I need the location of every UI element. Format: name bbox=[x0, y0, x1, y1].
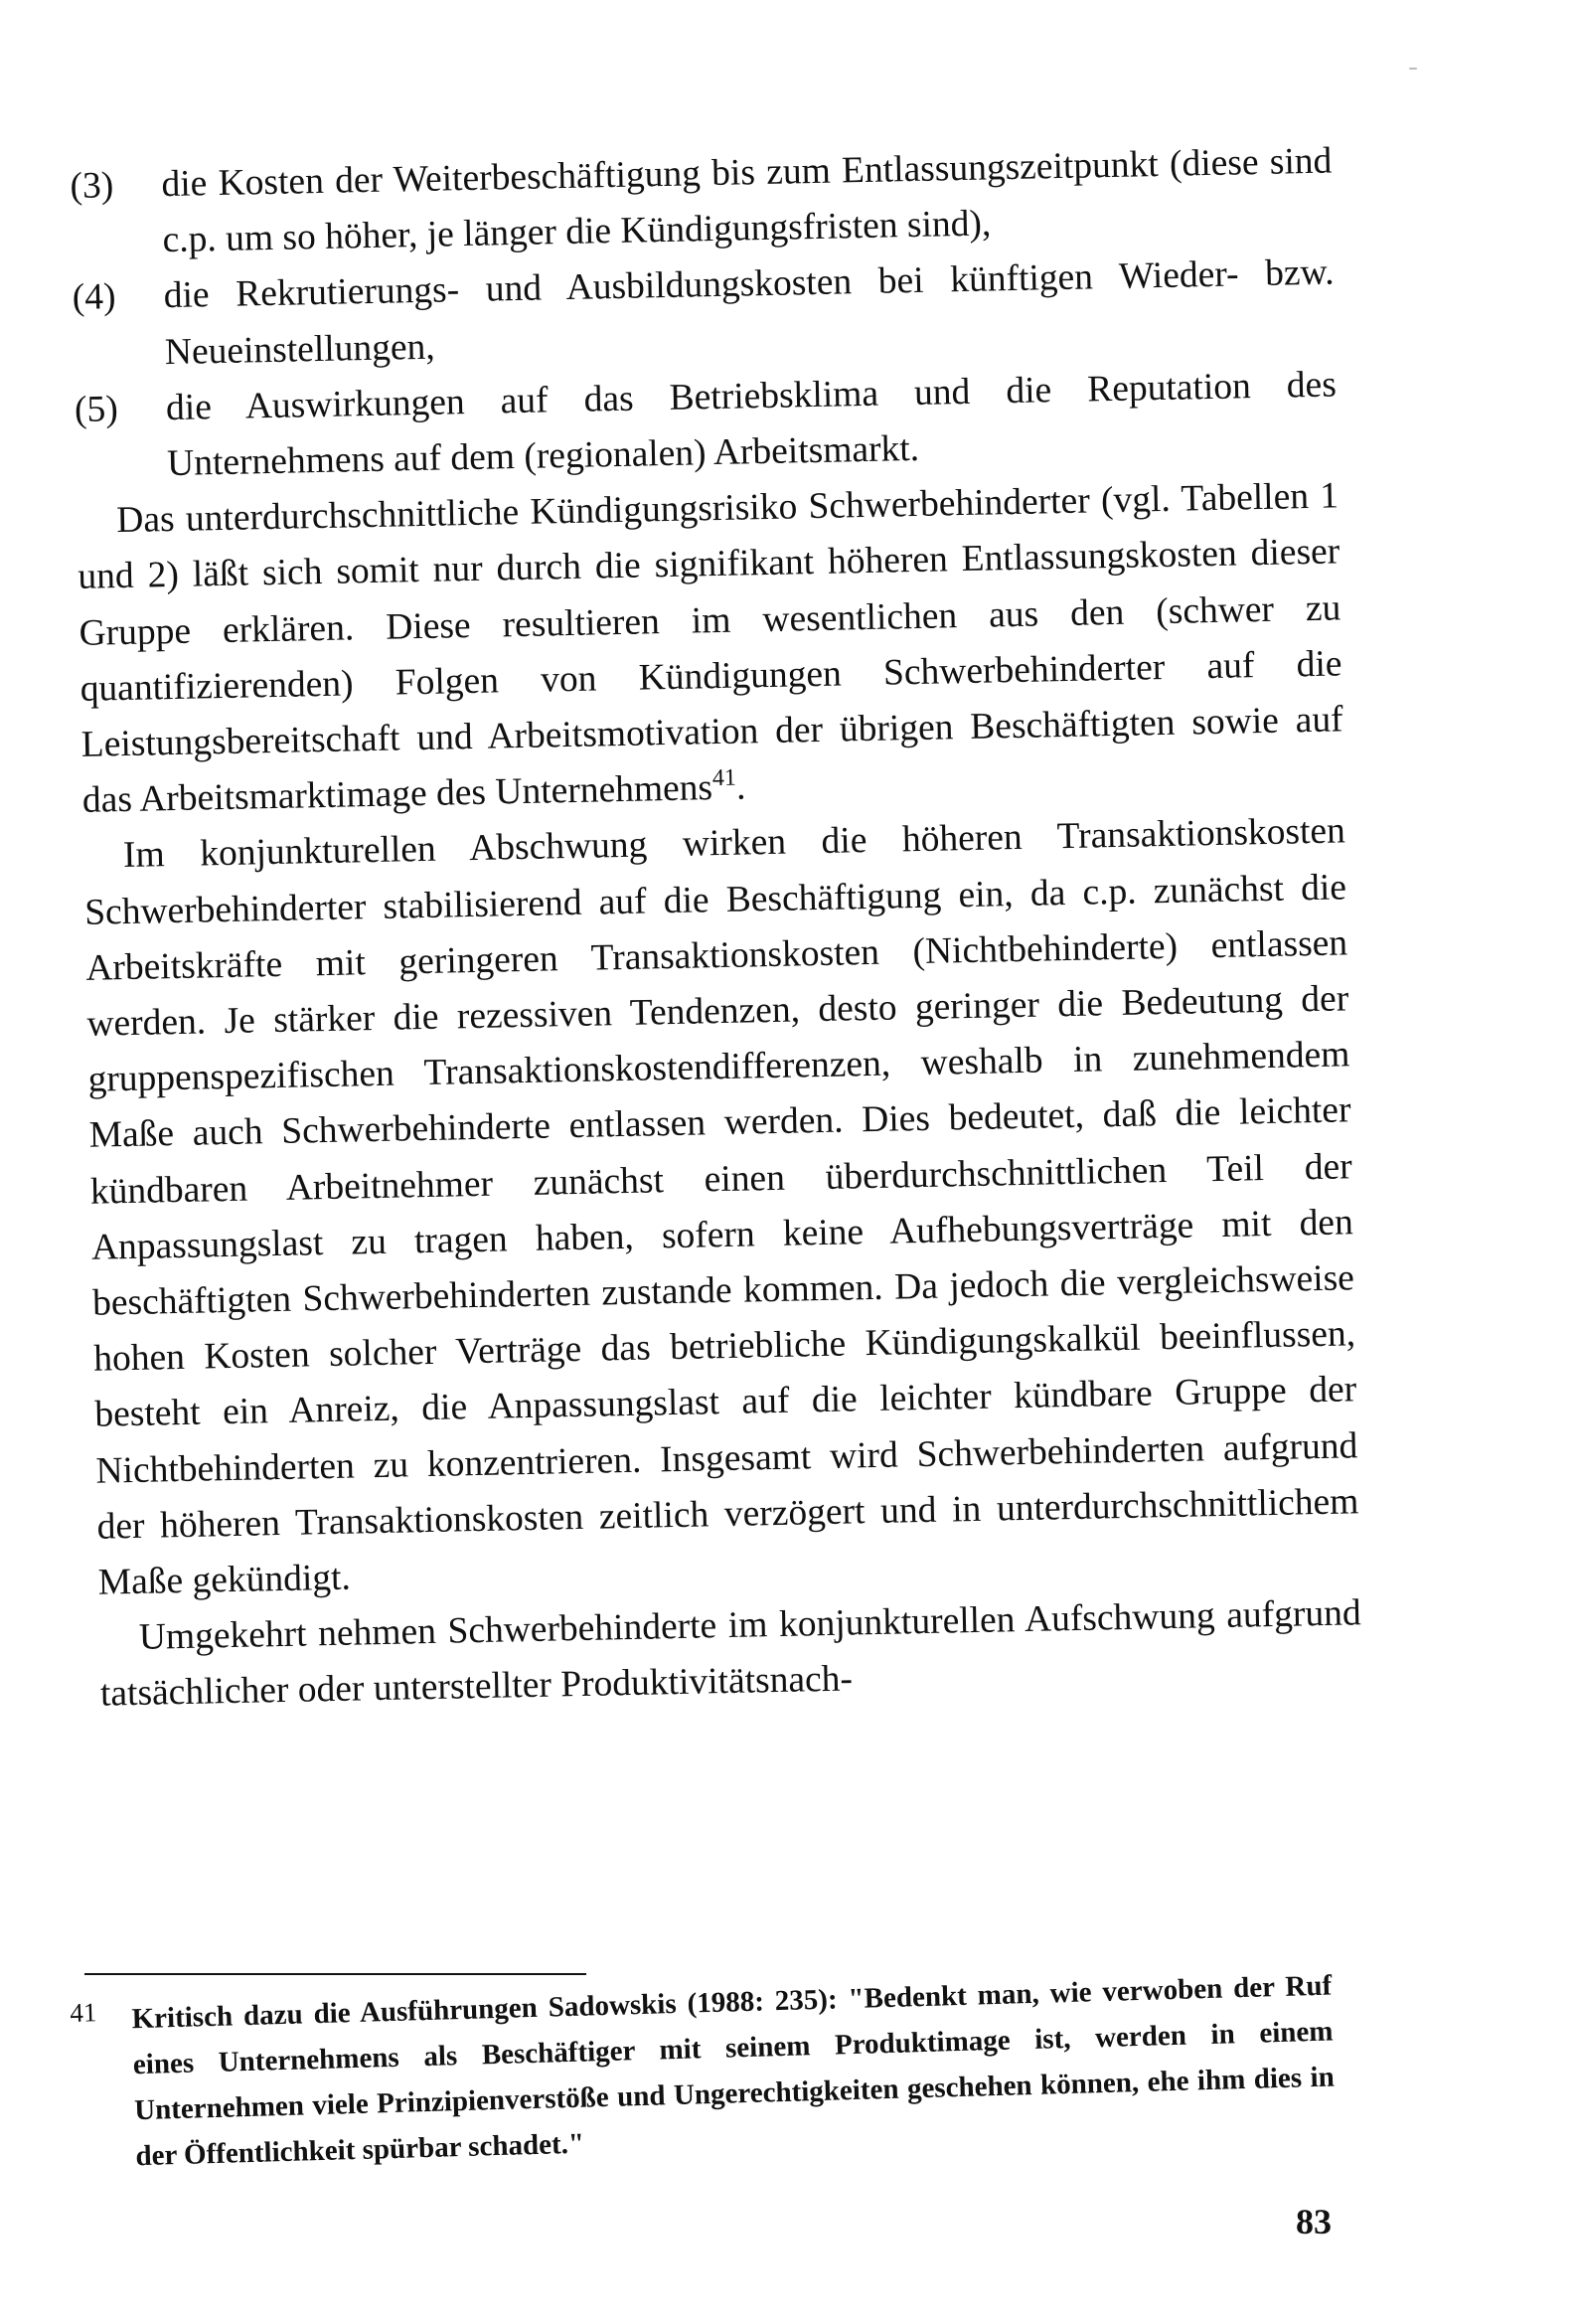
paragraph-text: Im konjunkturellen Abschwung wirken die höheren Transaktionskosten Schwerbehinderter stabilisierend auf die Beschäftigung ein, da c.p. zunächst die Arbeitskräfte mit geringeren Transaktionskosten (Nichtbehinderte) entlassen werden. Je stärker die rezessiven Tendenzen, desto geringer die Bedeutung der gruppenspezifischen Transaktionskostendifferenzen, weshalb in zunehmendem Maße auch Schwerbehinderte entlassen werden. Dies bedeutet, daß die leichter kündbaren Arbeitnehmer zunächst einen überdurchschnittlichen Teil der Anpassungslast zu tragen haben, sofern keine Aufhebungsverträge mit den beschäftigten Schwerbehinderten zustande kommen. Da jedoch die vergleichsweise hohen Kosten solcher Verträge das betriebliche Kündigungskalkül beeinflussen, besteht ein Anreiz, die Anpassungslast auf die leichter kündbare Gruppe der Nichtbehinderten zu konzentrieren. Insgesamt wird Schwerbehinderten aufgrund der höheren Transaktionskosten zeitlich verzögert und in unterdurchschnittlichem Maße gekündigt. bbox=[83, 810, 1359, 1603]
scan-speck bbox=[1409, 68, 1417, 70]
paragraph-aufschwung bbox=[98, 1585, 1362, 1723]
list-item-text: die Kosten der Weiterbeschäftigung bis zum Entlassungszeitpunkt (diese sind c.p. um so höher, je länger die Kündigungsfristen sind), bbox=[161, 140, 1333, 261]
list-item-text: die Auswirkungen auf das Betriebsklima und die Reputation des Unternehmens auf dem (regionalen) Arbeitsmarkt. bbox=[165, 364, 1338, 485]
list-item-number: (3) bbox=[70, 165, 114, 207]
page-number: 83 bbox=[1296, 2202, 1332, 2241]
main-text-block bbox=[70, 134, 1362, 1724]
footnote-41 bbox=[70, 1963, 1337, 2181]
footnote-reference[interactable]: 41 bbox=[711, 764, 737, 792]
list-item-number: (4) bbox=[72, 276, 116, 319]
list-item-text: die Rekrutierungs- und Ausbildungskosten bei künftigen Wieder- bzw. Neueinstellungen, bbox=[163, 251, 1335, 373]
list-item-number: (5) bbox=[74, 388, 119, 430]
paragraph-abschwung bbox=[83, 804, 1361, 1611]
footnote-number: 41 bbox=[70, 1997, 97, 2028]
footnote-divider bbox=[84, 1973, 586, 1975]
paragraph-tail: . bbox=[735, 766, 746, 808]
paragraph-kuendigungsrisiko bbox=[77, 469, 1345, 830]
paragraph-text: Umgekehrt nehmen Schwerbehinderte im konjunkturellen Aufschwung aufgrund tatsächlicher oder unterstellter Produktivitätsnach- bbox=[99, 1592, 1362, 1716]
footnote-text: Kritisch dazu die Ausführungen Sadowskis (1988: 235): "Bedenkt man, wie verwoben der Ruf eines Unternehmens als Beschäftiger mit seinem Produktimage ist, werden in einem Unternehmen viele Prinzipienverstöße und Ungerechtigkeiten geschehen können, ehe ihm dies in der Öffentlichkeit spürbar schadet." bbox=[131, 1969, 1336, 2173]
paragraph-text: Das unterdurchschnittliche Kündigungsrisiko Schwerbehinderter (vgl. Tabellen 1 und 2) läßt sich somit nur durch die signifikant höheren Entlassungskosten dieser Gruppe erklären. Diese resultieren im wesentlichen aus den (schwer zu quantifizierenden) Folgen von Kündigungen Schwerbehinderter auf die Leistungsbereitschaft und Arbeitsmotivation der übrigen Beschäftigten sowie auf das Arbeitsmarktimage des Unternehmens bbox=[78, 475, 1343, 822]
